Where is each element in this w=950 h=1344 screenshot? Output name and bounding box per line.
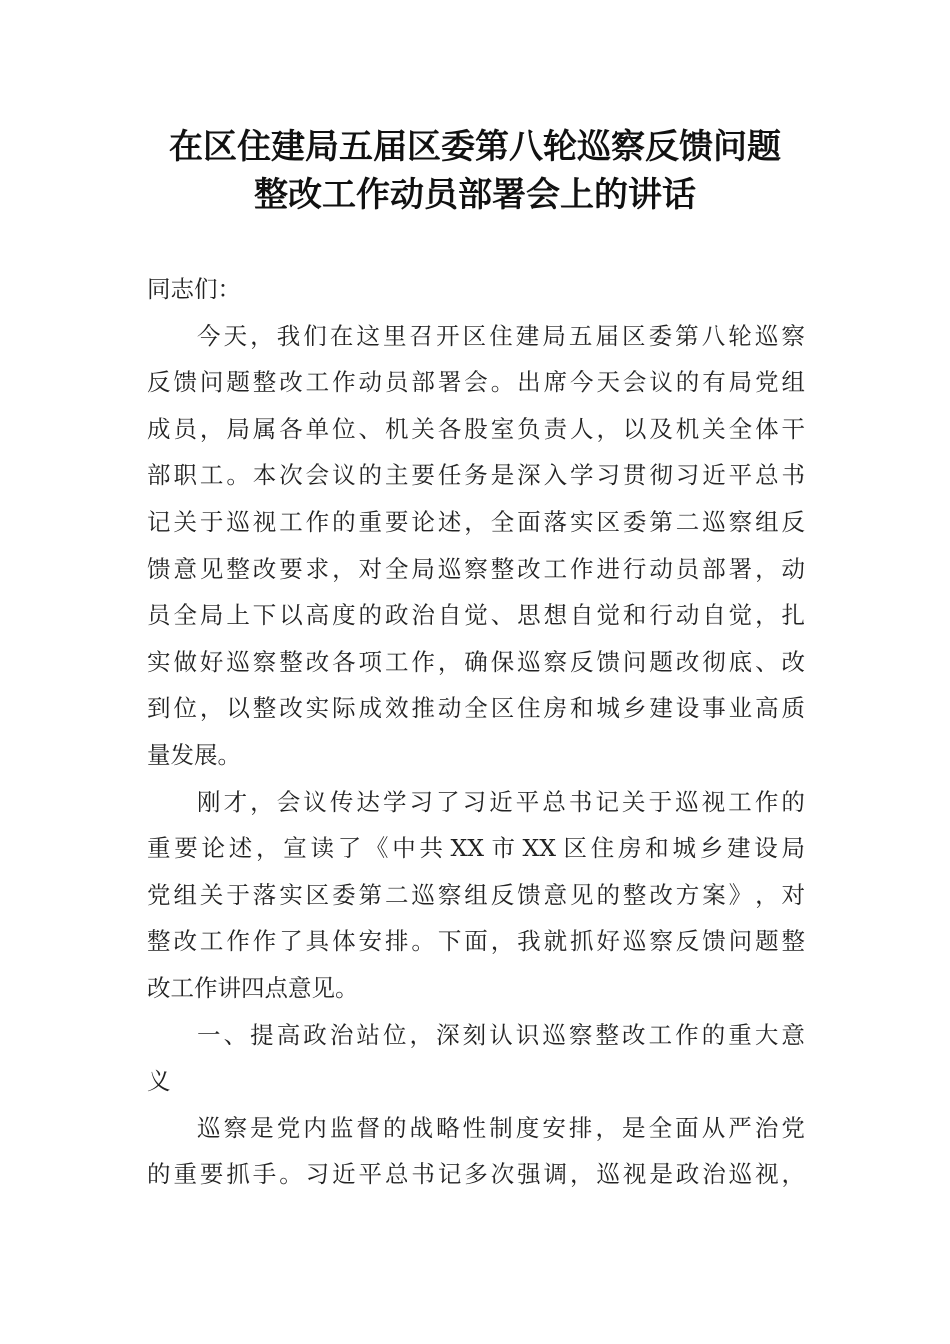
body-line: 整 改 工 作 作 了 具 体 安 排 。 下 面 ， 我 就 抓 好 巡 察 反 馈 问 题 整 [147,927,805,956]
body-line: 实 做 好 巡 察 整 改 各 项 工 作 ， 确 保 巡 察 反 馈 问 题 改 彻 底 、 改 [147,647,805,676]
section-heading-line: 一 、 提 高 政 治 站 位 ， 深 刻 认 识 巡 察 整 改 工 作 的 重 大 意 [197,1020,805,1049]
body-line: 重 要 论 述 ， 宣 读 了 《 中 共 XX 市 XX 区 住 房 和 城 乡 建 设 局 [147,834,805,863]
body-line: 馈 意 见 整 改 要 求 ， 对 全 局 巡 察 整 改 工 作 进 行 动 员 部 署 ， 动 [147,554,805,583]
document-body [147,266,805,1198]
salutation: 同志们： [147,275,241,303]
body-line: 成 员 ， 局 属 各 单 位 、 机 关 各 股 室 负 责 人 ， 以 及 机 关 全 体 干 [147,414,805,443]
body-line: 今 天 ， 我 们 在 这 里 召 开 区 住 建 局 五 届 区 委 第 八 轮 巡 察 [197,321,805,350]
body-line: 部 职 工 。 本 次 会 议 的 主 要 任 务 是 深 入 学 习 贯 彻 习 近 平 总 书 [147,461,805,490]
body-line: 量发展。 [147,740,241,769]
body-line: 反 馈 问 题 整 改 工 作 动 员 部 署 会 。 出 席 今 天 会 议 的 有 局 党 组 [147,368,805,397]
body-line: 的 重 要 抓 手 。 习 近 平 总 书 记 多 次 强 调 ， 巡 视 是 政 治 巡 视 ， [147,1160,805,1189]
section-heading-line: 义 [147,1067,171,1096]
body-line: 到 位 ， 以 整 改 实 际 成 效 推 动 全 区 住 房 和 城 乡 建 设 事 业 高 质 [147,694,805,723]
body-line: 巡 察 是 党 内 监 督 的 战 略 性 制 度 安 排 ， 是 全 面 从 严 治 党 [197,1113,805,1142]
body-line: 党 组 关 于 落 实 区 委 第 二 巡 察 组 反 馈 意 见 的 整 改 方 案 》 ， 对 [147,880,805,909]
document-title-line-2: 整改工作动员部署会上的讲话 [254,175,696,215]
body-line: 记 关 于 巡 视 工 作 的 重 要 论 述 ， 全 面 落 实 区 委 第 二 巡 察 组 反 [147,507,805,536]
body-line: 刚 才 ， 会 议 传 达 学 习 了 习 近 平 总 书 记 关 于 巡 视 工 作 的 [197,787,805,816]
body-line: 改工作讲四点意见。 [147,973,359,1002]
document-title-line-1: 在区住建局五届区委第八轮巡察反馈问题 [169,127,781,167]
body-line: 员 全 局 上 下 以 高 度 的 政 治 自 觉 、 思 想 自 觉 和 行 动 自 觉 ， 扎 [147,601,805,630]
